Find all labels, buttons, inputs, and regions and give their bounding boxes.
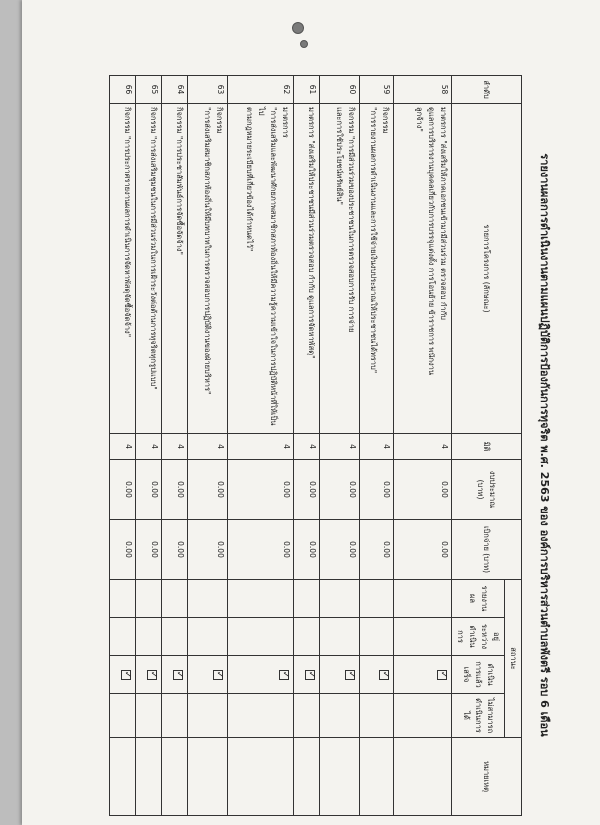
row-budget: 0.00 [294, 460, 320, 520]
row-project [320, 104, 360, 434]
row-project [110, 104, 136, 434]
row-spent: 0.00 [110, 520, 136, 580]
header-remark: หมายเหตุ [452, 738, 522, 816]
row-project [136, 104, 162, 434]
row-status-in-progress [110, 618, 136, 656]
checkbox-checked-icon: ✓ [148, 670, 158, 679]
row-budget: 0.00 [136, 460, 162, 520]
row-status-done [394, 656, 452, 694]
row-status-in-progress [394, 618, 452, 656]
header-project: รายการโครงการ (ลักษณะ) [452, 104, 522, 434]
project-line: "การส่งเสริมสมาชิกสภาท้องถิ่นให้มีบทบาทในการตรวจสอบการปฏิบัติงานของฝ่ายบริหาร" [203, 107, 212, 395]
table-row [394, 76, 452, 816]
row-spent: 0.00 [320, 520, 360, 580]
project-line: กิจกรรม "การมีส่วนร่วมของประชาชนในการตรวจสอบการรับ การจ่าย [347, 107, 356, 333]
row-pillar: 4 [320, 434, 360, 460]
row-remark [162, 738, 188, 816]
row-number: 58 [394, 76, 452, 104]
row-status-done [320, 656, 360, 694]
row-budget: 0.00 [394, 460, 452, 520]
row-status-reported [110, 580, 136, 618]
row-status-in-progress [228, 618, 294, 656]
checkbox-checked-icon: ✓ [280, 670, 290, 679]
row-budget: 0.00 [228, 460, 294, 520]
page-title: รายงานผลการดำเนินงานตามแผนปฏิบัติการป้องกันการทุจริต พ.ศ. 2563 ของ องค์การบริหารส่วนตำบลพังตรี รอบ 6 เดือน [538, 153, 551, 737]
row-status-not-done [294, 694, 320, 738]
rotated-report-page [94, 75, 564, 815]
row-status-done [294, 656, 320, 694]
row-spent: 0.00 [188, 520, 228, 580]
punch-hole-bottom [300, 40, 308, 48]
row-budget: 0.00 [320, 460, 360, 520]
row-status-not-done [360, 694, 394, 738]
header-pillar: มิติ [452, 434, 522, 460]
project-line: มาตรการ [281, 107, 290, 138]
row-status-not-done [162, 694, 188, 738]
row-status-reported [162, 580, 188, 618]
row-status-not-done [110, 694, 136, 738]
row-remark [394, 738, 452, 816]
row-status-not-done [394, 694, 452, 738]
row-pillar: 4 [162, 434, 188, 460]
row-status-done [228, 656, 294, 694]
checkbox-checked-icon: ✓ [346, 670, 356, 679]
row-project [294, 104, 320, 434]
row-status-reported [188, 580, 228, 618]
project-line: กิจกรรม [381, 107, 390, 134]
table-row [228, 76, 294, 816]
project-line: ดูแลการบริหารงานบุคคลเกี่ยวกับการบรรจุแต่งตั้ง การโอนย้าย ข้าราชการ พนักงาน [427, 107, 436, 376]
row-pillar: 4 [136, 434, 162, 460]
row-budget: 0.00 [188, 460, 228, 520]
header-done: ดำเนินการแล้วเสร็จ [452, 656, 505, 694]
table-row [110, 76, 136, 816]
row-remark [110, 738, 136, 816]
row-number: 64 [162, 76, 188, 104]
table-row [320, 76, 360, 816]
row-status-not-done [136, 694, 162, 738]
checkbox-checked-icon: ✓ [122, 670, 132, 679]
row-spent: 0.00 [162, 520, 188, 580]
row-status-reported [360, 580, 394, 618]
checkbox-checked-icon: ✓ [306, 670, 316, 679]
project-line: กิจกรรม "การประกาศรายงานผลการดำเนินการจัดหาพัสดุจัดซื้อจัดจ้าง" [123, 107, 132, 338]
row-pillar: 4 [228, 434, 294, 460]
row-status-in-progress [294, 618, 320, 656]
checkbox-checked-icon: ✓ [380, 670, 390, 679]
header-no: ลำดับ [452, 76, 522, 104]
header-reported: รายงานผล [452, 580, 505, 618]
row-status-reported [136, 580, 162, 618]
table-row [360, 76, 394, 816]
row-spent: 0.00 [294, 520, 320, 580]
header-in-progress: อยู่ระหว่างดำเนินการ [452, 618, 505, 656]
project-line: และการใช้ประโยชน์ทรัพย์สิน" [335, 107, 344, 205]
row-project [162, 104, 188, 434]
row-pillar: 4 [110, 434, 136, 460]
row-pillar: 4 [360, 434, 394, 460]
row-budget: 0.00 [110, 460, 136, 520]
checkbox-checked-icon: ✓ [174, 670, 184, 679]
row-status-in-progress [320, 618, 360, 656]
row-remark [320, 738, 360, 816]
row-remark [360, 738, 394, 816]
row-pillar: 4 [394, 434, 452, 460]
row-project [188, 104, 228, 434]
row-spent: 0.00 [360, 520, 394, 580]
row-project [394, 104, 452, 434]
row-budget: 0.00 [162, 460, 188, 520]
row-remark [294, 738, 320, 816]
row-status-reported [320, 580, 360, 618]
row-status-in-progress [136, 618, 162, 656]
row-budget: 0.00 [360, 460, 394, 520]
row-status-reported [294, 580, 320, 618]
row-spent: 0.00 [136, 520, 162, 580]
row-project [360, 104, 394, 434]
checkbox-checked-icon: ✓ [438, 670, 448, 679]
row-remark [188, 738, 228, 816]
table-row [294, 76, 320, 816]
row-number: 62 [228, 76, 294, 104]
row-status-reported [394, 580, 452, 618]
header-budget: งบประมาณ (บาท) [452, 460, 522, 520]
header-spent: เบิกจ่าย (บาท) [452, 520, 522, 580]
row-number: 59 [360, 76, 394, 104]
row-status-done [110, 656, 136, 694]
project-line: ตามกฎหมายระเบียบที่เกี่ยวข้องได้กำหนดไว้" [245, 107, 254, 252]
project-line: ลูกจ้าง" [415, 107, 424, 132]
table-body [110, 76, 452, 816]
row-status-not-done [320, 694, 360, 738]
project-line: กิจกรรม "การส่งเสริมชุมชนในการมีส่วนร่วมในการเฝ้าระวังต่อต้านการทุจริตทุกรูปแบบ" [149, 107, 158, 390]
row-spent: 0.00 [394, 520, 452, 580]
report-table [109, 75, 522, 816]
row-pillar: 4 [188, 434, 228, 460]
row-number: 60 [320, 76, 360, 104]
row-status-in-progress [360, 618, 394, 656]
header-not-done: ไม่สามารถดำเนินการได้ [452, 694, 505, 738]
header-status: สถานะ [505, 580, 522, 738]
row-number: 61 [294, 76, 320, 104]
row-project [228, 104, 294, 434]
row-number: 65 [136, 76, 162, 104]
row-status-not-done [188, 694, 228, 738]
checkbox-checked-icon: ✓ [214, 670, 224, 679]
table-row [162, 76, 188, 816]
row-remark [136, 738, 162, 816]
row-remark [228, 738, 294, 816]
project-line: "การส่งเสริมและพัฒนาศักยภาพสมาชิกสภาท้องถิ่นให้มีความรู้ความเข้าใจในการปฏิบัติหน้าที่ให้เป็นไป [257, 107, 278, 426]
project-line: มาตรการ "ส่งเสริมให้ภาคเอกชนเข้ามามีส่วนร่วม ตรวจสอบ กำกับ [439, 107, 448, 320]
paper-sheet [22, 0, 600, 825]
row-status-done [360, 656, 394, 694]
row-status-done [162, 656, 188, 694]
project-line: กิจกรรม "การประชาสัมพันธ์การจัดซื้อจัดจ้าง" [175, 107, 184, 256]
project-line: "การรายงานผลการดำเนินงานและการใช้จ่ายเงินงบประมาณให้ประชาชนได้ทราบ" [369, 107, 378, 374]
row-status-not-done [228, 694, 294, 738]
project-line: มาตรการ "ส่งเสริมให้ประชาชนมีส่วนร่วมตรวจสอบ กำกับ ดูแลการจัดหาพัสดุ" [307, 107, 316, 359]
row-number: 66 [110, 76, 136, 104]
row-status-done [188, 656, 228, 694]
row-spent: 0.00 [228, 520, 294, 580]
table-row [136, 76, 162, 816]
punch-hole-top [292, 22, 304, 34]
row-status-in-progress [162, 618, 188, 656]
row-number: 63 [188, 76, 228, 104]
table-row [188, 76, 228, 816]
row-status-done [136, 656, 162, 694]
project-line: กิจกรรม [215, 107, 224, 134]
row-status-in-progress [188, 618, 228, 656]
row-pillar: 4 [294, 434, 320, 460]
row-status-reported [228, 580, 294, 618]
